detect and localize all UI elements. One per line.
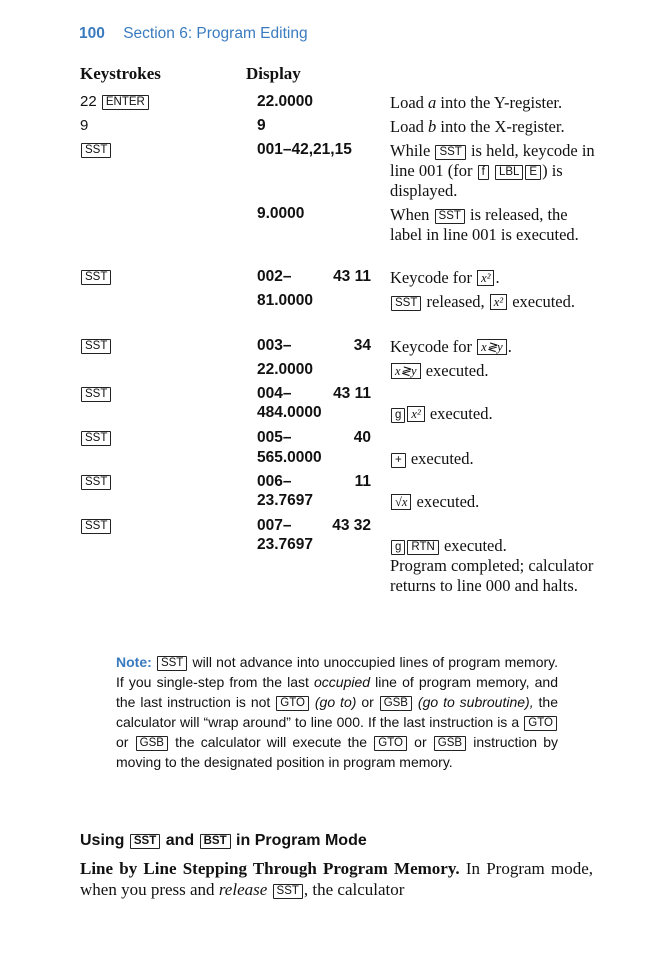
sst-key: SST bbox=[81, 387, 111, 402]
note-paragraph: Note: SST will not advance into unoccupied lines of program memory. If you single-step from the last occupied line of program memory, and the last instruction is not GTO (go to) or GSB (go to subroutine), the calculator will “wrap around” to line 000. If the last instruction is a GTO or GSB the calculator will execute the GTO or GSB instruction by moving to the designated position in program memory. bbox=[116, 654, 559, 770]
sst-key: SST bbox=[391, 296, 421, 311]
f-key: f bbox=[478, 165, 489, 180]
lbl-key: LBL bbox=[495, 165, 523, 180]
rtn-key: RTN bbox=[407, 540, 438, 555]
keystroke-cell bbox=[80, 517, 112, 534]
bst-key: BST bbox=[200, 834, 231, 849]
display-column-heading: Display bbox=[246, 64, 301, 83]
gsb-key: GSB bbox=[136, 736, 168, 751]
x-squared-key: x² bbox=[490, 294, 507, 310]
keystroke-cell: 9 bbox=[80, 117, 89, 134]
sst-key: SST bbox=[81, 339, 111, 354]
gsb-key: GSB bbox=[380, 696, 412, 711]
remark-cell: SST released, x² executed. bbox=[390, 292, 600, 312]
sst-key: SST bbox=[81, 431, 111, 446]
keystroke-cell bbox=[80, 141, 112, 158]
keystroke-cell bbox=[80, 385, 112, 402]
sst-key: SST bbox=[435, 209, 465, 224]
x-squared-key: x² bbox=[407, 406, 424, 422]
sst-key: SST bbox=[157, 656, 187, 671]
sst-key: SST bbox=[81, 143, 111, 158]
gto-key: GTO bbox=[374, 736, 407, 751]
keystroke-cell bbox=[80, 268, 112, 285]
gsb-key: GSB bbox=[434, 736, 466, 751]
keystroke-cell bbox=[80, 337, 112, 354]
g-key: g bbox=[391, 540, 405, 555]
remark-cell: When SST is released, the label in line 001 is executed. bbox=[390, 205, 579, 244]
g-key: g bbox=[391, 408, 405, 423]
sst-key: SST bbox=[81, 519, 111, 534]
sqrt-x-key: √x bbox=[391, 494, 411, 510]
gto-key: GTO bbox=[524, 716, 557, 731]
x-squared-key: x² bbox=[477, 270, 494, 286]
sst-key: SST bbox=[435, 145, 465, 160]
remark-cell: Keycode for x≷y . bbox=[390, 337, 512, 356]
remark-cell: + executed. bbox=[390, 449, 600, 469]
remark-cell: x≷y executed. bbox=[390, 361, 600, 381]
keystroke-cell: 22 ENTER bbox=[80, 93, 150, 110]
remark-cell: While SST is held, keycode in line 001 (for f LBL E ) is displayed. bbox=[390, 141, 595, 200]
remark-cell: g x² executed. bbox=[390, 404, 600, 424]
remark-cell: √x executed. bbox=[390, 492, 600, 512]
gto-key: GTO bbox=[276, 696, 309, 711]
e-key: E bbox=[525, 165, 541, 180]
subheading: Using SST and BST in Program Mode bbox=[80, 832, 367, 849]
sst-key: SST bbox=[273, 884, 303, 899]
sst-key: SST bbox=[130, 834, 160, 849]
sst-key: SST bbox=[81, 475, 111, 490]
sst-key: SST bbox=[81, 270, 111, 285]
remark-cell: g RTN executed. Program completed; calculator returns to line 000 and halts. bbox=[390, 536, 594, 595]
remark-cell: Load a into the Y-register. bbox=[390, 93, 563, 112]
keystroke-cell bbox=[80, 473, 112, 490]
remark-cell: Keycode for x² . bbox=[390, 268, 500, 287]
enter-key: ENTER bbox=[102, 95, 149, 110]
x-ge-y-key: x≷y bbox=[391, 363, 421, 379]
remark-cell: Load b into the X-register. bbox=[390, 117, 565, 136]
plus-key: + bbox=[391, 453, 406, 468]
note-label: Note: bbox=[116, 654, 152, 670]
keystrokes-column-heading: Keystrokes bbox=[80, 64, 161, 83]
page-header bbox=[79, 25, 308, 43]
paragraph-heading: Line by Line Stepping Through Program Memory. bbox=[80, 859, 460, 878]
section-title: Section 6: Program Editing bbox=[123, 25, 308, 42]
keystroke-cell bbox=[80, 429, 112, 446]
body-paragraph: Line by Line Stepping Through Program Memory. In Program mode, when you press and release SST , the calculator bbox=[80, 859, 593, 899]
page-number: 100 bbox=[79, 25, 105, 42]
x-ge-y-key: x≷y bbox=[477, 339, 507, 355]
